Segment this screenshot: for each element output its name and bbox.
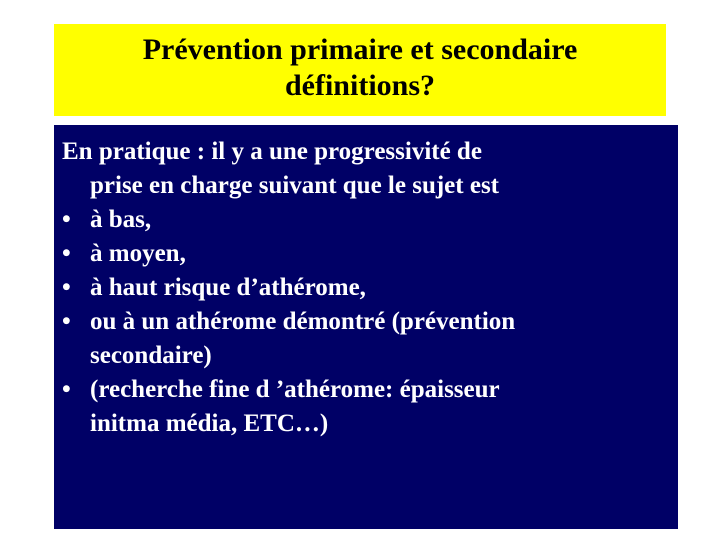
- bullet-item: [62, 373, 670, 441]
- intro-line-1: En pratique : il y a une progressivité de: [62, 138, 482, 165]
- bullet-item: [62, 237, 670, 271]
- bullet-text: à moyen,: [90, 240, 186, 267]
- bullet-icon: •: [62, 308, 71, 335]
- title-line-1: Prévention primaire et secondaire: [142, 33, 578, 66]
- slide-body: [54, 125, 678, 529]
- bullet-text: à haut risque d’athérome,: [90, 274, 366, 301]
- bullet-item: [62, 305, 670, 373]
- bullet-text-continuation: initma média, ETC…): [90, 410, 329, 437]
- title-line-2: définitions?: [284, 69, 436, 102]
- bullet-text: à bas,: [90, 206, 152, 233]
- bullet-icon: •: [62, 206, 71, 233]
- bullet-text: (recherche fine d ’athérome: épaisseur: [90, 376, 500, 403]
- intro-paragraph: [62, 135, 670, 203]
- intro-line-2: prise en charge suivant que le sujet est: [90, 172, 499, 199]
- bullet-list: [62, 203, 670, 441]
- bullet-text: ou à un athérome démontré (prévention: [90, 308, 516, 335]
- slide-title: [54, 24, 666, 116]
- bullet-icon: •: [62, 376, 71, 403]
- bullet-item: [62, 271, 670, 305]
- bullet-icon: •: [62, 274, 71, 301]
- bullet-text-continuation: secondaire): [90, 342, 212, 369]
- bullet-icon: •: [62, 240, 71, 267]
- bullet-item: [62, 203, 670, 237]
